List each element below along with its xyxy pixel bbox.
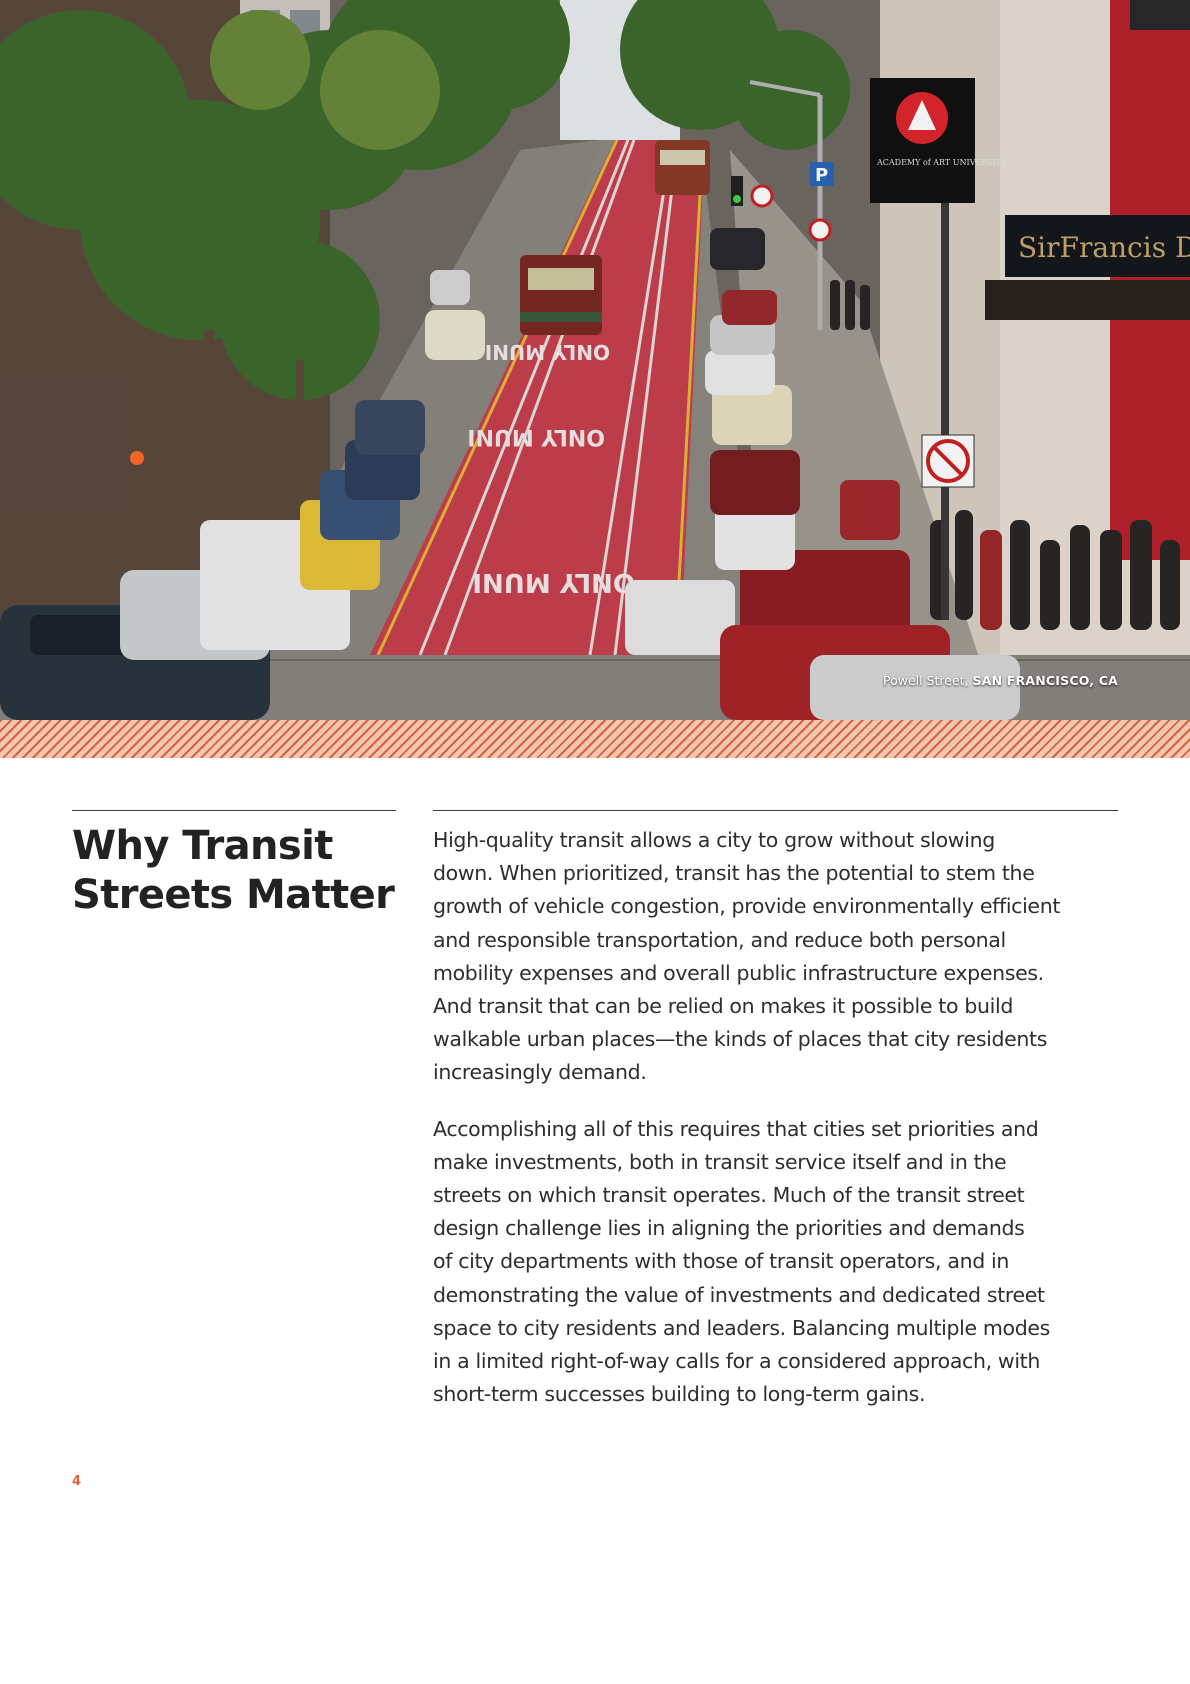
section-title: Why Transit Streets Matter — [72, 823, 395, 918]
street-scene-illustration — [0, 0, 1190, 720]
photo-caption — [883, 673, 1118, 688]
body-line: demonstrating the value of investments and dedicated street — [433, 1282, 1045, 1307]
caption-place: Powell Street, — [882, 673, 969, 688]
hatched-divider-stripe — [0, 720, 1190, 758]
section-body — [433, 824, 1133, 1411]
body-line: growth of vehicle congestion, provide environmentally efficient — [433, 894, 1061, 919]
body-rule — [433, 810, 1118, 811]
body-line: Accomplishing all of this requires that cities set priorities and — [433, 1116, 1039, 1141]
body-line: mobility expenses and overall public infrastructure expenses. — [433, 960, 1044, 985]
heading-rule — [72, 810, 396, 811]
body-line: walkable urban places—the kinds of places that city residents — [433, 1027, 1048, 1052]
page-number: 4 — [72, 1474, 82, 1489]
body-line: down. When prioritized, transit has the potential to stem the — [433, 861, 1035, 886]
body-line: increasingly demand. — [433, 1060, 647, 1085]
body-line: High-quality transit allows a city to grow without slowing — [433, 828, 995, 852]
body-line: in a limited right-of-way calls for a considered approach, with — [433, 1349, 1041, 1374]
body-line: streets on which transit operates. Much of the transit street — [433, 1183, 1025, 1208]
body-line: And transit that can be relied on makes it possible to build — [433, 994, 1013, 1019]
paragraph-1 — [433, 824, 1133, 1090]
body-line: space to city residents and leaders. Balancing multiple modes — [433, 1315, 1051, 1340]
body-line: and responsible transportation, and reduce both personal — [433, 927, 1006, 952]
paragraph-2 — [433, 1113, 1133, 1412]
body-line: of city departments with those of transit operators, and in — [433, 1249, 1010, 1274]
caption-location: SAN FRANCISCO, CA — [972, 673, 1118, 688]
body-line: short-term successes building to long-term gains. — [433, 1382, 926, 1407]
body-line: make investments, both in transit service itself and in the — [433, 1149, 1007, 1174]
body-line: design challenge lies in aligning the priorities and demands — [433, 1216, 1025, 1241]
hero-photo — [0, 0, 1190, 720]
